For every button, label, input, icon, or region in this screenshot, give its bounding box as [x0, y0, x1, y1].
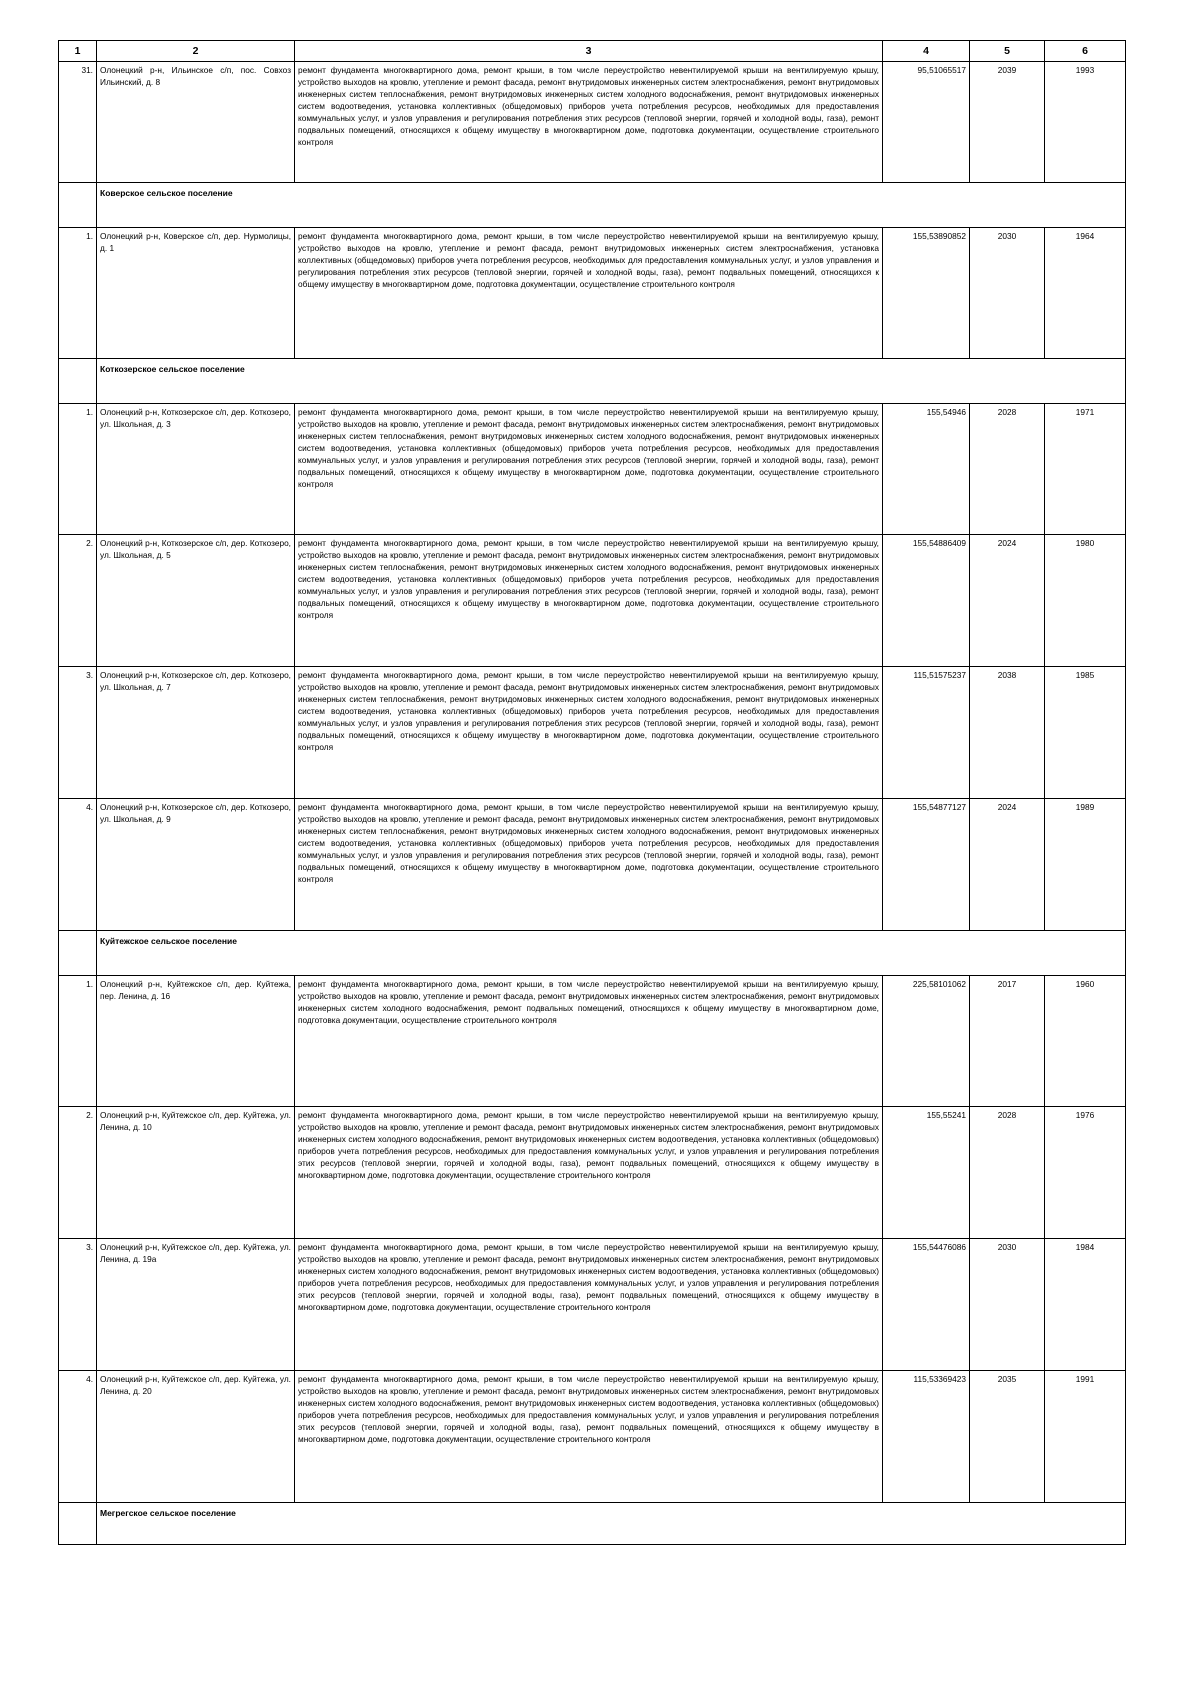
repair-year-cell: 2024 [970, 535, 1045, 667]
section-empty-cell [59, 359, 97, 404]
address-cell: Олонецкий р-н, Коткозерское с/п, дер. Коткозеро, ул. Школьная, д. 3 [97, 404, 295, 535]
table-row [59, 535, 1126, 667]
build-year-cell: 1991 [1045, 1371, 1126, 1503]
build-year-cell: 1984 [1045, 1239, 1126, 1371]
table-row [59, 1239, 1126, 1371]
section-empty-cell [59, 183, 97, 228]
cost-cell: 155,53890852 [883, 228, 970, 359]
cost-cell: 155,55241 [883, 1107, 970, 1239]
row-number: 3. [59, 667, 97, 799]
table-body [59, 62, 1126, 1545]
section-title: Куйтежское сельское поселение [97, 931, 1126, 976]
repair-year-cell: 2024 [970, 799, 1045, 931]
address-cell: Олонецкий р-н, Куйтежское с/п, дер. Куйтежа, ул. Ленина, д. 10 [97, 1107, 295, 1239]
cost-cell: 225,58101062 [883, 976, 970, 1107]
row-number: 4. [59, 1371, 97, 1503]
build-year-cell: 1964 [1045, 228, 1126, 359]
cost-cell: 115,53369423 [883, 1371, 970, 1503]
works-cell: ремонт фундамента многоквартирного дома, ремонт крыши, в том числе переустройство невентилируемой крыши на вентилируемую крышу, устройство выходов на кровлю, утепление и ремонт фасада, ремонт внутридомовых инженерных систем электроснабжения, ремонт внутридомовых инженерных систем холодного водоснабжения, ремонт внутридомовых инженерных систем водоотведения, установка коллективных (общедомовых) приборов учета потребления ресурсов, необходимых для предоставления коммунальных услуг, и узлов управления и регулирования потребления этих ресурсов (тепловой энергии, горячей и холодной воды, газа), ремонт подвальных помещений, относящихся к общему имуществу в многоквартирном доме, подготовка документации, осуществление строительного контроля [295, 1371, 883, 1503]
capital-repair-table [58, 40, 1126, 1545]
row-number: 4. [59, 799, 97, 931]
repair-year-cell: 2030 [970, 1239, 1045, 1371]
repair-year-cell: 2028 [970, 404, 1045, 535]
cost-cell: 95,51065517 [883, 62, 970, 183]
row-number: 1. [59, 976, 97, 1107]
address-cell: Олонецкий р-н, Коткозерское с/п, дер. Коткозеро, ул. Школьная, д. 5 [97, 535, 295, 667]
repair-year-cell: 2039 [970, 62, 1045, 183]
row-number: 3. [59, 1239, 97, 1371]
address-cell: Олонецкий р-н, Ильинское с/п, пос. Совхоз Ильинский, д. 8 [97, 62, 295, 183]
cost-cell: 115,51575237 [883, 667, 970, 799]
table-row [59, 799, 1126, 931]
row-number: 2. [59, 535, 97, 667]
address-cell: Олонецкий р-н, Куйтежское с/п, дер. Куйтежа, пер. Ленина, д. 16 [97, 976, 295, 1107]
section-row [59, 359, 1126, 404]
cost-cell: 155,54877127 [883, 799, 970, 931]
section-row [59, 183, 1126, 228]
cost-cell: 155,54946 [883, 404, 970, 535]
col-header-5: 5 [970, 41, 1045, 62]
col-header-1: 1 [59, 41, 97, 62]
works-cell: ремонт фундамента многоквартирного дома, ремонт крыши, в том числе переустройство невентилируемой крыши на вентилируемую крышу, устройство выходов на кровлю, утепление и ремонт фасада, ремонт внутридомовых инженерных систем электроснабжения, ремонт внутридомовых инженерных систем теплоснабжения, ремонт внутридомовых инженерных систем холодного водоснабжения, ремонт внутридомовых инженерных систем водоотведения, установка коллективных (общедомовых) приборов учета потребления ресурсов, необходимых для предоставления коммунальных услуг, и узлов управления и регулирования потребления этих ресурсов (тепловой энергии, горячей и холодной воды, газа), ремонт подвальных помещений, относящихся к общему имуществу в многоквартирном доме, подготовка документации, осуществление строительного контроля [295, 799, 883, 931]
table-row [59, 228, 1126, 359]
section-title: Коверское сельское поселение [97, 183, 1126, 228]
works-cell: ремонт фундамента многоквартирного дома, ремонт крыши, в том числе переустройство невентилируемой крыши на вентилируемую крышу, устройство выходов на кровлю, утепление и ремонт фасада, ремонт внутридомовых инженерных систем электроснабжения, ремонт внутридомовых инженерных систем теплоснабжения, ремонт внутридомовых инженерных систем холодного водоснабжения, ремонт внутридомовых инженерных систем водоотведения, установка коллективных (общедомовых) приборов учета потребления ресурсов, необходимых для предоставления коммунальных услуг, и узлов управления и регулирования потребления этих ресурсов (тепловой энергии, горячей и холодной воды, газа), ремонт подвальных помещений, относящихся к общему имуществу в многоквартирном доме, подготовка документации, осуществление строительного контроля [295, 404, 883, 535]
works-cell: ремонт фундамента многоквартирного дома, ремонт крыши, в том числе переустройство невентилируемой крыши на вентилируемую крышу, устройство выходов на кровлю, утепление и ремонт фасада, ремонт внутридомовых инженерных систем электроснабжения, ремонт внутридомовых инженерных систем холодного водоснабжения, ремонт внутридомовых инженерных систем водоотведения, установка коллективных (общедомовых) приборов учета потребления ресурсов, необходимых для предоставления коммунальных услуг, и узлов управления и регулирования потребления этих ресурсов (тепловой энергии, горячей и холодной воды, газа), ремонт подвальных помещений, относящихся к общему имуществу в многоквартирном доме, подготовка документации, осуществление строительного контроля [295, 1239, 883, 1371]
works-cell: ремонт фундамента многоквартирного дома, ремонт крыши, в том числе переустройство невентилируемой крыши на вентилируемую крышу, устройство выходов на кровлю, утепление и ремонт фасада, ремонт внутридомовых инженерных систем электроснабжения, ремонт внутридомовых инженерных систем холодного водоснабжения, ремонт внутридомовых инженерных систем водоотведения, установка коллективных (общедомовых) приборов учета потребления ресурсов, необходимых для предоставления коммунальных услуг, и узлов управления и регулирования потребления этих ресурсов (тепловой энергии, горячей и холодной воды, газа), ремонт подвальных помещений, относящихся к общему имуществу в многоквартирном доме, подготовка документации, осуществление строительного контроля [295, 1107, 883, 1239]
section-empty-cell [59, 931, 97, 976]
repair-year-cell: 2030 [970, 228, 1045, 359]
table-row [59, 1107, 1126, 1239]
build-year-cell: 1985 [1045, 667, 1126, 799]
works-cell: ремонт фундамента многоквартирного дома, ремонт крыши, в том числе переустройство невентилируемой крыши на вентилируемую крышу, устройство выходов на кровлю, утепление и ремонт фасада, ремонт внутридомовых инженерных систем электроснабжения, установка коллективных (общедомовых) приборов учета потребления ресурсов, необходимых для предоставления коммунальных услуг, и узлов управления и регулирования потребления этих ресурсов (тепловой энергии, горячей и холодной воды, газа), ремонт подвальных помещений, относящихся к общему имуществу в многоквартирном доме, подготовка документации, осуществление строительного контроля [295, 228, 883, 359]
row-number: 2. [59, 1107, 97, 1239]
works-cell: ремонт фундамента многоквартирного дома, ремонт крыши, в том числе переустройство невентилируемой крыши на вентилируемую крышу, устройство выходов на кровлю, утепление и ремонт фасада, ремонт внутридомовых инженерных систем электроснабжения, ремонт внутридомовых инженерных систем теплоснабжения, ремонт внутридомовых инженерных систем холодного водоснабжения, ремонт внутридомовых инженерных систем водоотведения, установка коллективных (общедомовых) приборов учета потребления ресурсов, необходимых для предоставления коммунальных услуг, и узлов управления и регулирования потребления этих ресурсов (тепловой энергии, горячей и холодной воды, газа), ремонт подвальных помещений, относящихся к общему имуществу в многоквартирном доме, подготовка документации, осуществление строительного контроля [295, 62, 883, 183]
table-row [59, 62, 1126, 183]
col-header-4: 4 [883, 41, 970, 62]
section-title: Мегрегское сельское поселение [97, 1503, 1126, 1545]
table-row [59, 667, 1126, 799]
build-year-cell: 1989 [1045, 799, 1126, 931]
build-year-cell: 1993 [1045, 62, 1126, 183]
header-row [59, 41, 1126, 62]
address-cell: Олонецкий р-н, Куйтежское с/п, дер. Куйтежа, ул. Ленина, д. 20 [97, 1371, 295, 1503]
address-cell: Олонецкий р-н, Коверское с/п, дер. Нурмолицы, д. 1 [97, 228, 295, 359]
col-header-6: 6 [1045, 41, 1126, 62]
table-row [59, 976, 1126, 1107]
cost-cell: 155,54476086 [883, 1239, 970, 1371]
section-empty-cell [59, 1503, 97, 1545]
row-number: 31. [59, 62, 97, 183]
row-number: 1. [59, 228, 97, 359]
repair-year-cell: 2028 [970, 1107, 1045, 1239]
works-cell: ремонт фундамента многоквартирного дома, ремонт крыши, в том числе переустройство невентилируемой крыши на вентилируемую крышу, устройство выходов на кровлю, утепление и ремонт фасада, ремонт внутридомовых инженерных систем электроснабжения, ремонт внутридомовых инженерных систем теплоснабжения, ремонт внутридомовых инженерных систем холодного водоснабжения, ремонт внутридомовых инженерных систем водоотведения, установка коллективных (общедомовых) приборов учета потребления ресурсов, необходимых для предоставления коммунальных услуг, и узлов управления и регулирования потребления этих ресурсов (тепловой энергии, горячей и холодной воды, газа), ремонт подвальных помещений, относящихся к общему имуществу в многоквартирном доме, подготовка документации, осуществление строительного контроля [295, 535, 883, 667]
build-year-cell: 1976 [1045, 1107, 1126, 1239]
repair-year-cell: 2035 [970, 1371, 1045, 1503]
table-row [59, 1371, 1126, 1503]
build-year-cell: 1960 [1045, 976, 1126, 1107]
works-cell: ремонт фундамента многоквартирного дома, ремонт крыши, в том числе переустройство невентилируемой крыши на вентилируемую крышу, устройство выходов на кровлю, утепление и ремонт фасада, ремонт внутридомовых инженерных систем электроснабжения, ремонт внутридомовых инженерных систем холодного водоснабжения, ремонт подвальных помещений, относящихся к общему имуществу в многоквартирном доме, подготовка документации, осуществление строительного контроля [295, 976, 883, 1107]
address-cell: Олонецкий р-н, Коткозерское с/п, дер. Коткозеро, ул. Школьная, д. 9 [97, 799, 295, 931]
address-cell: Олонецкий р-н, Коткозерское с/п, дер. Коткозеро, ул. Школьная, д. 7 [97, 667, 295, 799]
section-row [59, 1503, 1126, 1545]
build-year-cell: 1971 [1045, 404, 1126, 535]
table-row [59, 404, 1126, 535]
repair-year-cell: 2017 [970, 976, 1045, 1107]
address-cell: Олонецкий р-н, Куйтежское с/п, дер. Куйтежа, ул. Ленина, д. 19а [97, 1239, 295, 1371]
section-row [59, 931, 1126, 976]
repair-year-cell: 2038 [970, 667, 1045, 799]
cost-cell: 155,54886409 [883, 535, 970, 667]
col-header-2: 2 [97, 41, 295, 62]
works-cell: ремонт фундамента многоквартирного дома, ремонт крыши, в том числе переустройство невентилируемой крыши на вентилируемую крышу, устройство выходов на кровлю, утепление и ремонт фасада, ремонт внутридомовых инженерных систем электроснабжения, ремонт внутридомовых инженерных систем теплоснабжения, ремонт внутридомовых инженерных систем холодного водоснабжения, ремонт внутридомовых инженерных систем водоотведения, установка коллективных (общедомовых) приборов учета потребления ресурсов, необходимых для предоставления коммунальных услуг, и узлов управления и регулирования потребления этих ресурсов (тепловой энергии, горячей и холодной воды, газа), ремонт подвальных помещений, относящихся к общему имуществу в многоквартирном доме, подготовка документации, осуществление строительного контроля [295, 667, 883, 799]
build-year-cell: 1980 [1045, 535, 1126, 667]
col-header-3: 3 [295, 41, 883, 62]
row-number: 1. [59, 404, 97, 535]
section-title: Коткозерское сельское поселение [97, 359, 1126, 404]
